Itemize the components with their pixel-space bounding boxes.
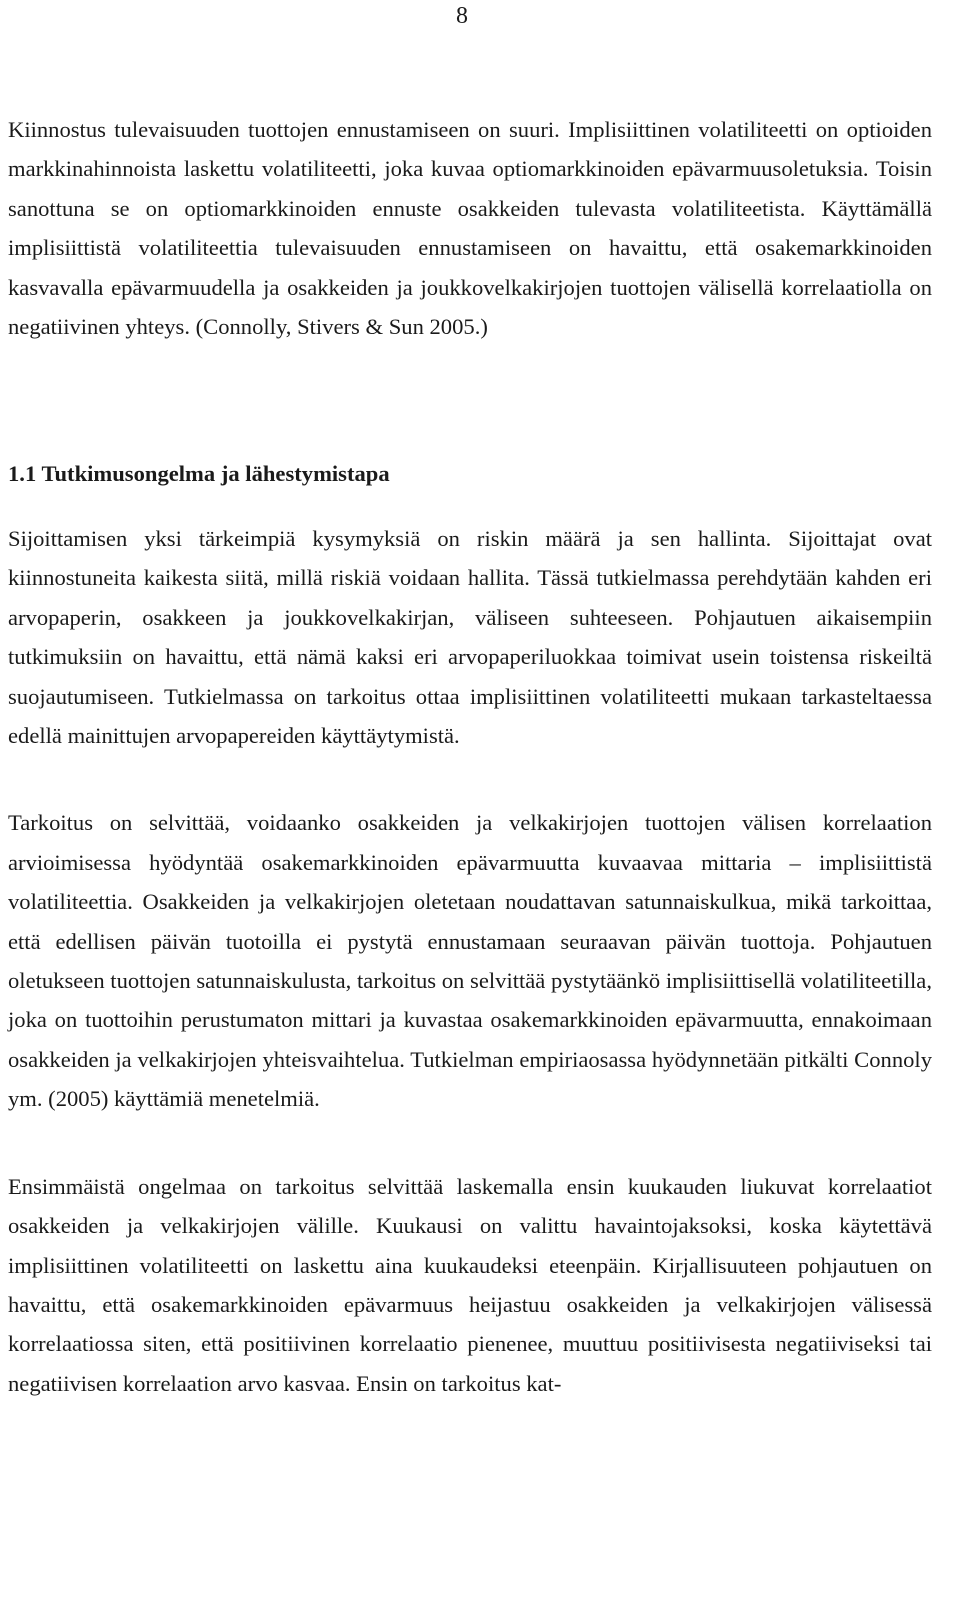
problem-paragraph: Sijoittamisen yksi tärkeimpiä kysymyksiä on riskin määrä ja sen hallinta. Sijoittajat ovat kiinnostuneita kaikesta siitä, millä riskiä voidaan hallita. Tässä tutkielmassa perehdytään kahden eri arvopaperin, osakkeen ja joukkovelkakirjan, väliseen suhteeseen. Pohjautuen aikaisempiin tutkimuksiin on havaittu, että nämä kaksi eri arvopaperiluokkaa toimivat usein toistensa riskeiltä suojautumiseen. Tutkielmassa on tarkoitus ottaa implisiittinen volatiliteetti mukaan tarkasteltaessa edellä mainittujen arvopapereiden käyttäytymistä. bbox=[8, 526, 932, 749]
purpose-paragraph: Tarkoitus on selvittää, voidaanko osakkeiden ja velkakirjojen tuottojen välisen korrelaation arvioimisessa hyödyntää osakemarkkinoiden epävarmuutta kuvaavaa mittaria – implisiittistä volatiliteettia. Osakkeiden ja velkakirjojen oletetaan noudattavan satunnaiskulkua, mikä tarkoittaa, että edellisen päivän tuotoilla ei pystytä ennustamaan seuraavan päivän tuottoja. Pohjautuen oletukseen tuottojen satunnaiskulusta, tarkoitus on selvittää pystytäänkö implisiittisellä volatiliteetilla, joka on tuottoihin perustumaton mittari ja kuvastaa osakemarkkinoiden epävarmuutta, ennakoimaan osakkeiden ja velkakirjojen yhteisvaihtelua. Tutkielman empiriaosassa hyödynnetään pitkälti Connoly ym. (2005) käyttämiä menetelmiä. bbox=[8, 810, 932, 1112]
page-number: 8 bbox=[456, 3, 468, 29]
first-problem-paragraph: Ensimmäistä ongelmaa on tarkoitus selvittää laskemalla ensin kuukauden liukuvat korrelaatiot osakkeiden ja velkakirjojen välille. Kuukausi on valittu havaintojaksoksi, koska käytettävä implisiittinen volatiliteetti on laskettu aina kuukaudeksi eteenpäin. Kirjallisuuteen pohjautuen on havaittu, että osakemarkkinoiden epävarmuus heijastuu osakkeiden ja velkakirjojen välisessä korrelaatiossa siten, että positiivinen korrelaatio pienenee, muuttuu positiivisesta negatiiviseksi tai negatiivisen korrelaation arvo kasvaa. Ensin on tarkoitus kat- bbox=[8, 1173, 932, 1396]
intro-paragraph: Kiinnostus tulevaisuuden tuottojen ennustamiseen on suuri. Implisiittinen volatiliteetti on optioiden markkinahinnoista laskettu volatiliteetti, joka kuvaa optiomarkkinoiden epävarmuusoletuksia. Toisin sanottuna se on optiomarkkinoiden ennuste osakkeiden tulevasta volatiliteetista. Käyttämällä implisiittistä volatiliteettia tulevaisuuden ennustamiseen on havaittu, että osakemarkkinoiden kasvavalla epävarmuudella ja osakkeiden ja joukkovelkakirjojen tuottojen välisellä korrelaatiolla on negatiivinen yhteys. (Connolly, Stivers & Sun 2005.) bbox=[8, 117, 932, 340]
document-body bbox=[8, 110, 932, 1403]
section-heading: 1.1 Tutkimusongelma ja lähestymistapa bbox=[8, 461, 390, 486]
